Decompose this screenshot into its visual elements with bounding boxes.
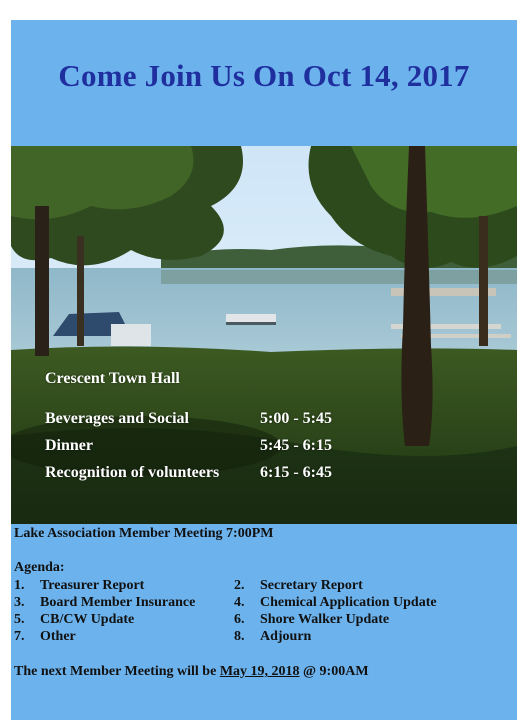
agenda-heading: Agenda: (14, 560, 65, 575)
agenda-item: 6. Shore Walker Update (234, 612, 390, 627)
agenda-item: 5. CB/CW Update (14, 612, 135, 627)
schedule-time: 5:00 - 5:45 (260, 410, 332, 427)
schedule-time: 5:45 - 6:15 (260, 437, 332, 454)
schedule-label: Beverages and Social (45, 410, 189, 427)
next-meeting-line: The next Member Meeting will be May 19, 2018 @ 9:00AM (14, 664, 369, 679)
agenda-item: 8. Adjourn (234, 629, 312, 644)
agenda-item: 3. Board Member Insurance (14, 595, 196, 610)
lake-photo (11, 146, 517, 524)
agenda-item: 2. Secretary Report (234, 578, 363, 593)
venue-name: Crescent Town Hall (45, 370, 180, 387)
agenda-item: 7. Other (14, 629, 76, 644)
schedule-time: 6:15 - 6:45 (260, 464, 332, 481)
agenda-item: 4. Chemical Application Update (234, 595, 437, 610)
schedule-label: Recognition of volunteers (45, 464, 220, 481)
flyer-title: Come Join Us On Oct 14, 2017 (58, 58, 470, 93)
flyer-page (11, 20, 517, 720)
meeting-line: Lake Association Member Meeting 7:00PM (14, 526, 274, 541)
next-meeting-date: May 19, 2018 (219, 664, 300, 679)
schedule-label: Dinner (45, 437, 93, 454)
agenda-item: 1. Treasurer Report (14, 578, 145, 593)
